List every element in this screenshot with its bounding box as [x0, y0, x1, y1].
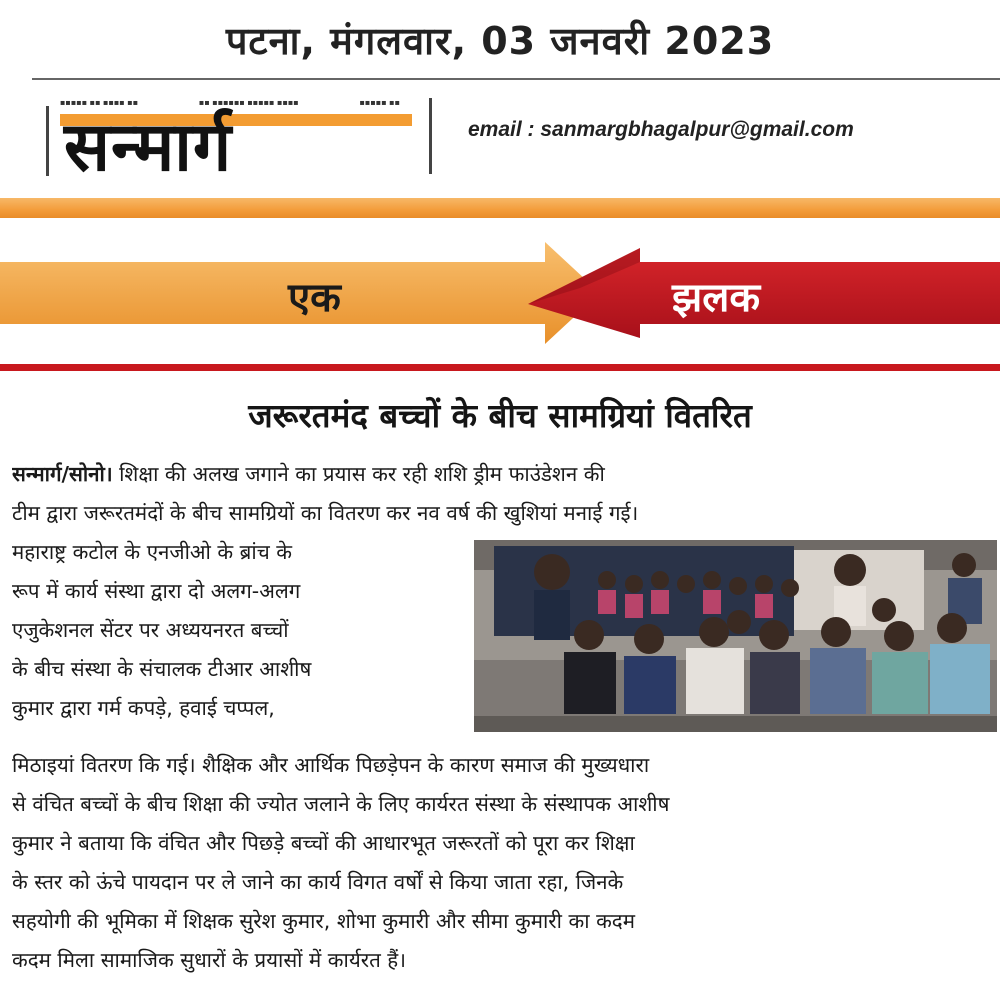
article-byline: सन्मार्ग/सोनो। [12, 462, 113, 486]
red-divider [0, 364, 1000, 371]
article-side-column [12, 533, 474, 728]
article-line: एजुकेशनल सेंटर पर अध्ययनरत बच्चों [12, 618, 289, 642]
dateline: पटना, मंगलवार, 03 जनवरी 2023 [225, 19, 775, 63]
article-line: सहयोगी की भूमिका में शिक्षक सुरेश कुमार, शोभा कुमारी और सीमा कुमारी का कदम [12, 909, 635, 933]
top-divider [32, 78, 1000, 80]
masthead [36, 92, 1000, 188]
article-line: के बीच संस्था के संचालक टीआर आशीष [12, 657, 312, 681]
article-line: कदम मिला सामाजिक सुधारों के प्रयासों में कार्यरत हैं। [12, 948, 406, 972]
article-intro [12, 455, 997, 533]
red-arrow [528, 248, 1000, 338]
logo-wordmark: सन्मार्ग [64, 108, 233, 187]
article-line: रूप में कार्य संस्था द्वारा दो अलग-अलग [12, 579, 301, 603]
article-photo [474, 540, 997, 732]
article-body [12, 746, 997, 980]
contact-email: email : sanmargbhagalpur@gmail.com [468, 118, 854, 141]
article-line: कुमार ने बताया कि वंचित और पिछड़े बच्चों की आधारभूत जरूरतों को पूरा कर शिक्षा [12, 831, 635, 855]
article-line: के स्तर को ऊंचे पायदान पर ले जाने का कार्य विगत वर्षों से किया जाता रहा, जिनके [12, 870, 624, 894]
banner-right-label: झलक [672, 275, 761, 321]
banner-arrows-graphic [0, 238, 1000, 348]
article-line: महाराष्ट्र कटोल के एनजीओ के ब्रांच के [12, 540, 292, 564]
section-banner [0, 238, 1000, 348]
article-line: टीम द्वारा जरूरतमंदों के बीच सामग्रियों का वितरण कर नव वर्ष की खुशियां मनाई गई। [12, 501, 639, 525]
article-line: से वंचित बच्चों के बीच शिक्षा की ज्योत जलाने के लिए कार्यरत संस्था के संस्थापक आशीष [12, 792, 670, 816]
article-line-text: शिक्षा की अलख जगाने का प्रयास कर रही शशि ड्रीम फाउंडेशन की [112, 462, 605, 486]
newspaper-logo [60, 92, 420, 188]
masthead-right-bar [429, 98, 432, 174]
banner-left-label: एक [288, 275, 341, 321]
article-line [12, 455, 997, 494]
masthead-left-bar [46, 106, 49, 176]
orange-band [0, 198, 1000, 218]
children-group-photo [474, 540, 997, 732]
article-line: कुमार द्वारा गर्म कपड़े, हवाई चप्पल, [12, 696, 275, 720]
article-headline: जरूरतमंद बच्चों के बीच सामग्रियां वितरित [248, 396, 752, 435]
article-line: मिठाइयां वितरण कि गई। शैक्षिक और आर्थिक पिछड़ेपन के कारण समाज की मुख्यधारा [12, 753, 650, 777]
logo-fine-print: ▪▪▪▪▪ ▪▪ ▪▪▪▪ ▪▪ ▪▪ ▪▪▪▪▪▪ ▪▪▪▪▪ ▪▪▪▪ ▪▪▪▪▪ ▪▪ [60, 98, 400, 107]
